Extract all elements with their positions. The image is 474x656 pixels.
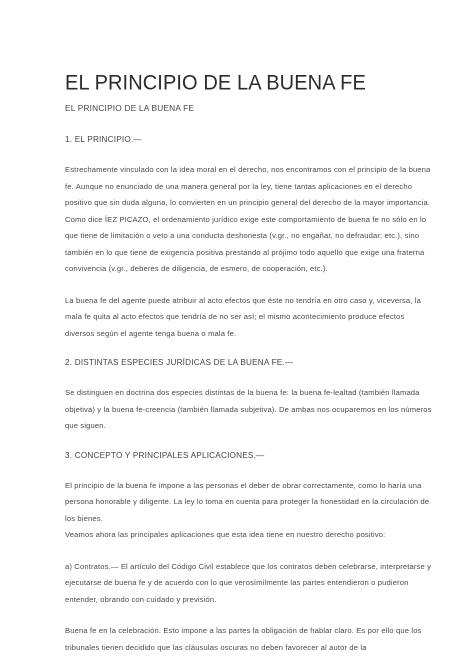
section-heading: 1. EL PRINCIPIO.— bbox=[65, 135, 142, 144]
paragraph: a) Contratos.— El artículo del Código Civil establece que los contratos deben celebrarse, interpretarse y ejecutarse de buena fe y de acuerdo con lo que verosímilmente las partes entendieron o pudieron entender, obrando con cuidado y previsión. bbox=[65, 561, 432, 604]
document-title: EL PRINCIPIO DE LA BUENA FE bbox=[65, 71, 366, 95]
document-subtitle: EL PRINCIPIO DE LA BUENA FE bbox=[65, 103, 195, 113]
section-heading: 2. DISTINTAS ESPECIES JURÍDICAS DE LA BUENA FE.— bbox=[65, 358, 294, 367]
paragraph: Estrechamente vinculado con la idea moral en el derecho, nos encontramos con el principio de la buena fe. Aunque no enunciado de una manera general por la ley, tiene tantas aplicaciones en el derecho positivo que sin duda alguna, lo convierten en un principio general del derecho de la mayor importancia. Como dice ÍEZ PICAZO, el ordenamiento jurídico exige este comportamiento de buena fe no sólo en lo que tiene de limitación o veto a una conducta deshonesta (v.gr., no engañar, no defraudar; etc.), sino también en lo que tiene de exigencia positiva prestando al prójimo todo aquello que exige una fraterna convivencia (v.gr., deberes de diligencia, de esmero, de cooperación, etc.). bbox=[65, 165, 431, 273]
paragraph: Buena fe en la celebración. Esto impone a las partes la obligación de hablar claro. Es por ello que los tribunales tienen decidido que las cláusulas oscuras no deben favorecer al autor de la bbox=[65, 626, 422, 652]
paragraph: La buena fe del agente puede atribuir al acto efectos que éste no tendría en otro caso y, viceversa, la mala fe quita al acto efectos que tendría de no ser así; el mismo acontecimiento produce efectos diversos según el agente tenga buena o mala fe. bbox=[65, 295, 421, 338]
section-heading: 3. CONCEPTO Y PRINCIPALES APLICACIONES.— bbox=[65, 450, 265, 460]
paragraph: Se distinguen en doctrina dos especies distintas de la buena fe: la buena fe-lealtad (también llamada objetiva) y la buena fe-creencia (también llamada subjetiva). De ambas nos ocuparemos en los números que siguen. bbox=[65, 388, 432, 430]
paragraph: El principio de la buena fe impone a las personas el deber de obrar correctamente, como lo haría una persona honorable y diligente. La ley lo toma en cuenta para proteger la honestidad en la circulación de los bienes. Veamos ahora las principales aplicaciones que esta idea tiene en nuestro derecho positivo: bbox=[65, 480, 430, 539]
